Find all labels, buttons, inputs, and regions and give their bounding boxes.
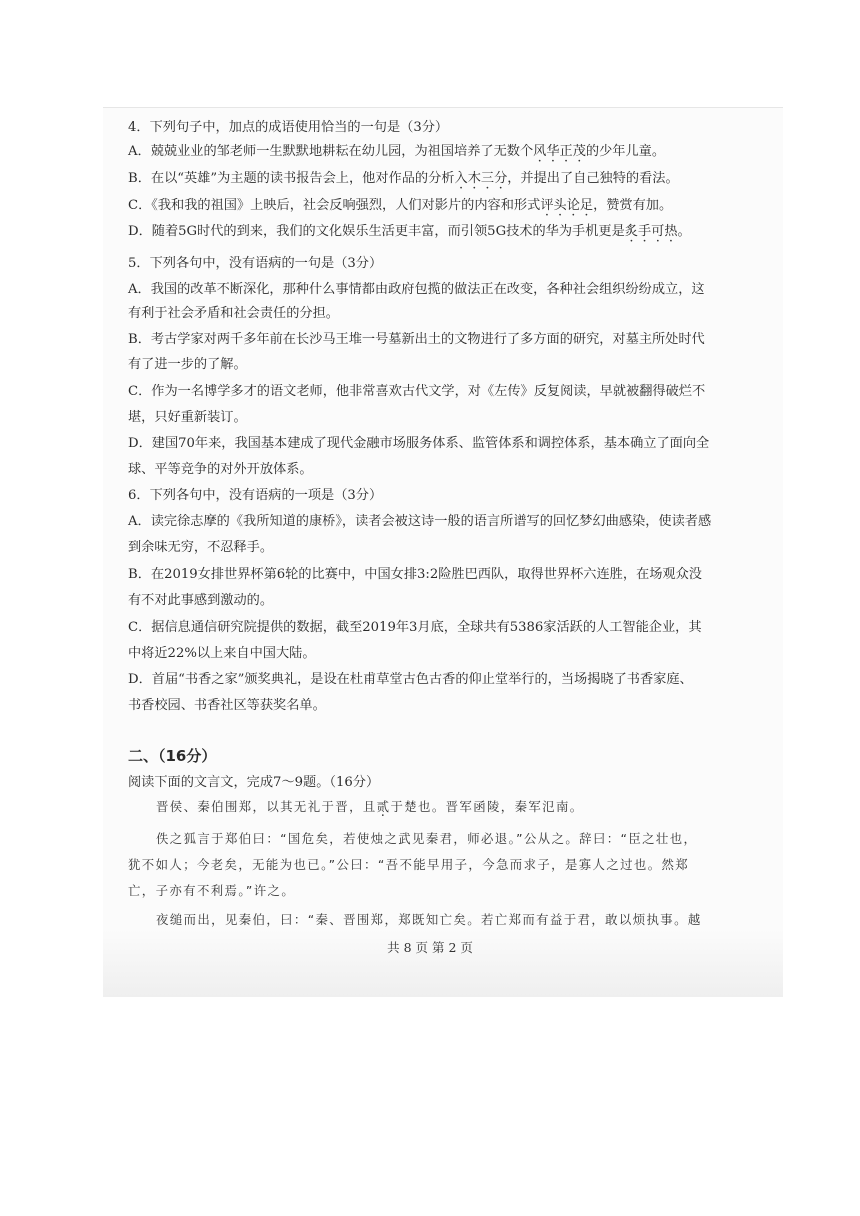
q6-option-a-line1: A．读完徐志摩的《我所知道的康桥》，读者会被这诗一般的语言所谱写的回忆梦幻曲感染，使读者感: [128, 514, 712, 529]
q4-stem: 4．下列句子中，加点的成语使用恰当的一句是（3分）: [128, 120, 449, 135]
q5-option-b-line1: B．考古学家对两千多年前在长沙马王堆一号墓新出土的文物进行了多方面的研究，对墓主所处时代: [128, 332, 705, 347]
page-footer: 共 8 页 第 2 页: [387, 940, 473, 955]
q6-option-b-line1: B．在2019女排世界杯第6轮的比赛中，中国女排3:2险胜巴西队，取得世界杯六连胜，在场观众没: [128, 567, 702, 582]
dotted-char: 头: [553, 198, 567, 213]
dotted-char: 炙: [624, 224, 638, 239]
passage-paragraph-2-line1: 佚之狐言于郑伯曰：“国危矣，若使烛之武见秦君，师必退。”公从之。辞曰：“臣之壮也，: [156, 831, 698, 846]
passage-text: 晋侯、秦伯围郑，以其无礼于晋，且: [156, 799, 377, 814]
q5-option-b-line2: 有了进一步的了解。: [128, 357, 247, 372]
passage-paragraph-1: [156, 797, 584, 817]
q6-option-c-line1: C．据信息通信研究院提供的数据，截至2019年3月底，全球共有5386家活跃的人工智能企业，其: [128, 620, 702, 635]
q6-option-b-line2: 有不对此事感到激动的。: [128, 593, 274, 608]
q4-c-text-end: ，赞赏有加。: [593, 198, 673, 213]
dotted-char: 入: [454, 171, 468, 186]
q6-option-d-line2: 书香校园、书香社区等获奖名单。: [128, 698, 326, 713]
passage-paragraph-2-line3: 亡，子亦有不利焉。”许之。: [128, 883, 296, 898]
q5-option-c-line2: 堪，只好重新装订。: [128, 410, 247, 425]
passage-paragraph-3-line1: 夜缒而出，见秦伯，曰：“秦、晋围郑，郑既知亡矣。若亡郑而有益于君，敢以烦执事。越: [156, 912, 702, 927]
dotted-char: 木: [467, 171, 481, 186]
q6-option-c-line2: 中将近22%以上来自中国大陆。: [128, 646, 316, 661]
q4-option-c: [128, 196, 672, 216]
q4-b-text-end: ，并提出了自己独特的看法。: [507, 171, 679, 186]
q6-option-a-line2: 到余味无穷，不忍释手。: [128, 540, 274, 555]
q5-stem: 5．下列各句中，没有语病的一句是（3分）: [128, 256, 383, 271]
q4-d-text-end: 。: [677, 224, 691, 239]
passage-text-end: 于楚也。晋军函陵，秦军氾南。: [390, 799, 584, 814]
dotted-char: 热: [664, 224, 678, 239]
section-title: 二、（16分）: [128, 747, 217, 765]
q4-option-d: [128, 222, 691, 242]
q4-option-b: [128, 169, 679, 189]
q4-b-text: B．在以“英雄”为主题的读书报告会上，他对作品的分析: [128, 171, 455, 186]
q4-a-text: A．兢兢业业的邹老师一生默默地耕耘在幼儿园，为祖国培养了无数个: [128, 144, 534, 159]
q5-option-d-line1: D．建国70年来，我国基本建成了现代金融市场服务体系、监管体系和调控体系，基本确立了面向全: [128, 436, 710, 451]
dotted-char: 茂: [572, 144, 586, 159]
dotted-char: 风: [533, 144, 547, 159]
dotted-char: 论: [566, 198, 580, 213]
dotted-char: 足: [579, 198, 594, 213]
dotted-char: 三: [480, 171, 495, 186]
section-intro: 阅读下面的文言文，完成7～9题。（16分）: [128, 775, 380, 790]
dotted-char: 分: [494, 171, 508, 186]
dotted-char: 可: [651, 224, 665, 239]
dotted-char: 华: [546, 144, 560, 159]
q4-d-text: D．随着5G时代的到来，我们的文化娱乐生活更丰富，而引领5G技术的华为手机更是: [128, 224, 625, 239]
dotted-char: 正: [559, 144, 573, 159]
q4-option-a: [128, 142, 665, 162]
q4-a-text-end: 的少年儿童。: [585, 144, 666, 159]
q5-option-a-line2: 有利于社会矛盾和社会责任的分担。: [128, 306, 339, 321]
q5-option-c-line1: C．作为一名博学多才的语文老师，他非常喜欢古代文学，对《左传》反复阅读，早就被翻得破烂不: [128, 384, 706, 399]
q6-option-d-line1: D．首届“书香之家”颁奖典礼，是设在杜甫草堂古色古香的仰止堂举行的，当场揭晓了书香家庭、: [128, 672, 693, 687]
dotted-char: 手: [637, 224, 652, 239]
q5-option-a-line1: A．我国的改革不断深化，那种什么事情都由政府包揽的做法正在改变，各种社会组织纷纷成立，这: [128, 282, 705, 297]
dotted-char: 贰: [376, 799, 391, 814]
passage-paragraph-2-line2: 犹不如人；今老矣，无能为也已。”公曰：“吾不能早用子，今急而求子，是寡人之过也。然郑: [128, 857, 690, 872]
q6-stem: 6．下列各句中，没有语病的一项是（3分）: [128, 488, 383, 503]
q5-option-d-line2: 球、平等竞争的对外开放体系。: [128, 462, 313, 477]
q4-c-text: C．《我和我的祖国》上映后，社会反响强烈，人们对影片的内容和形式: [128, 198, 541, 213]
dotted-char: 评: [540, 198, 554, 213]
